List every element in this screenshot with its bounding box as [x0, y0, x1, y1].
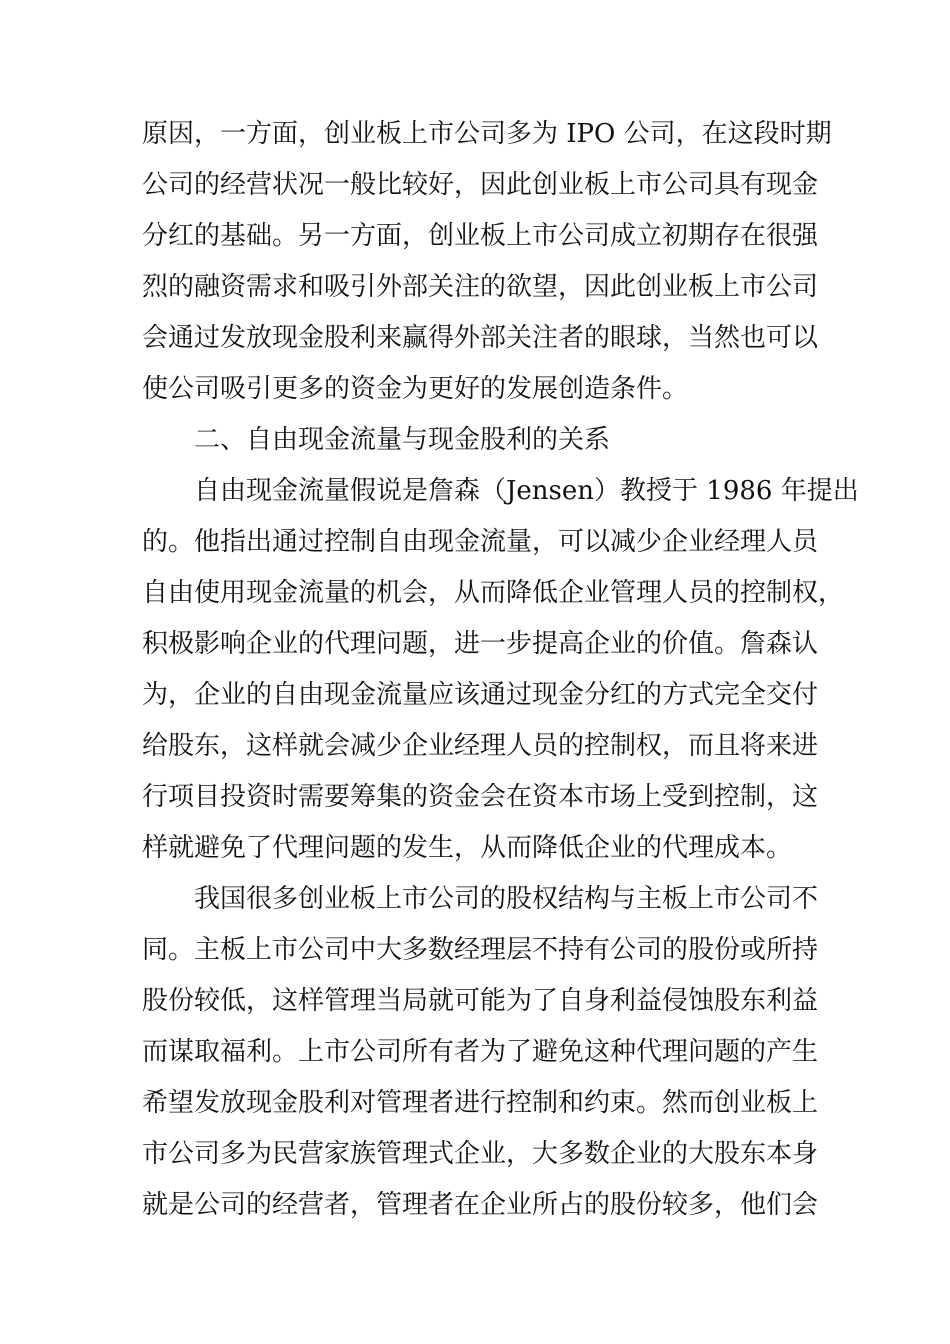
- text-line: 公司的经营状况一般比较好，因此创业板上市公司具有现金: [142, 170, 819, 200]
- text-line: 烈的融资需求和吸引外部关注的欲望，因此创业板上市公司: [142, 272, 819, 302]
- text-line: 自由使用现金流量的机会，从而降低企业管理人员的控制权，: [142, 578, 845, 608]
- text-line: 自由现金流量假说是詹森（Jensen）教授于 1986 年提出: [194, 476, 859, 506]
- text-line: 为，企业的自由现金流量应该通过现金分红的方式完全交付: [142, 680, 819, 710]
- text-line: 使公司吸引更多的资金为更好的发展创造条件。: [142, 374, 689, 404]
- text-line: 积极影响企业的代理问题，进一步提高企业的价值。詹森认: [142, 629, 819, 659]
- section-heading: 二、自由现金流量与现金股利的关系: [194, 425, 611, 455]
- text-line: 分红的基础。另一方面，创业板上市公司成立初期存在很强: [142, 221, 819, 251]
- text-line: 股份较低，这样管理当局就可能为了自身利益侵蚀股东利益: [142, 986, 819, 1016]
- text-line: 我国很多创业板上市公司的股权结构与主板上市公司不: [194, 884, 819, 914]
- text-line: 同。主板上市公司中大多数经理层不持有公司的股份或所持: [142, 935, 819, 965]
- text-line: 市公司多为民营家族管理式企业，大多数企业的大股东本身: [142, 1139, 819, 1169]
- text-line: 而谋取福利。上市公司所有者为了避免这种代理问题的产生: [142, 1037, 819, 1067]
- text-line: 样就避免了代理问题的发生，从而降低企业的代理成本。: [142, 833, 793, 863]
- text-line: 的。他指出通过控制自由现金流量，可以减少企业经理人员: [142, 527, 819, 557]
- text-line: 给股东，这样就会减少企业经理人员的控制权，而且将来进: [142, 731, 819, 761]
- text-line: 行项目投资时需要筹集的资金会在资本市场上受到控制，这: [142, 782, 819, 812]
- text-line: 就是公司的经营者，管理者在企业所占的股份较多，他们会: [142, 1190, 819, 1220]
- text-line: 会通过发放现金股利来赢得外部关注者的眼球，当然也可以: [142, 323, 819, 353]
- text-line: 希望发放现金股利对管理者进行控制和约束。然而创业板上: [142, 1088, 819, 1118]
- text-line: 原因，一方面，创业板上市公司多为 IPO 公司，在这段时期: [142, 119, 832, 149]
